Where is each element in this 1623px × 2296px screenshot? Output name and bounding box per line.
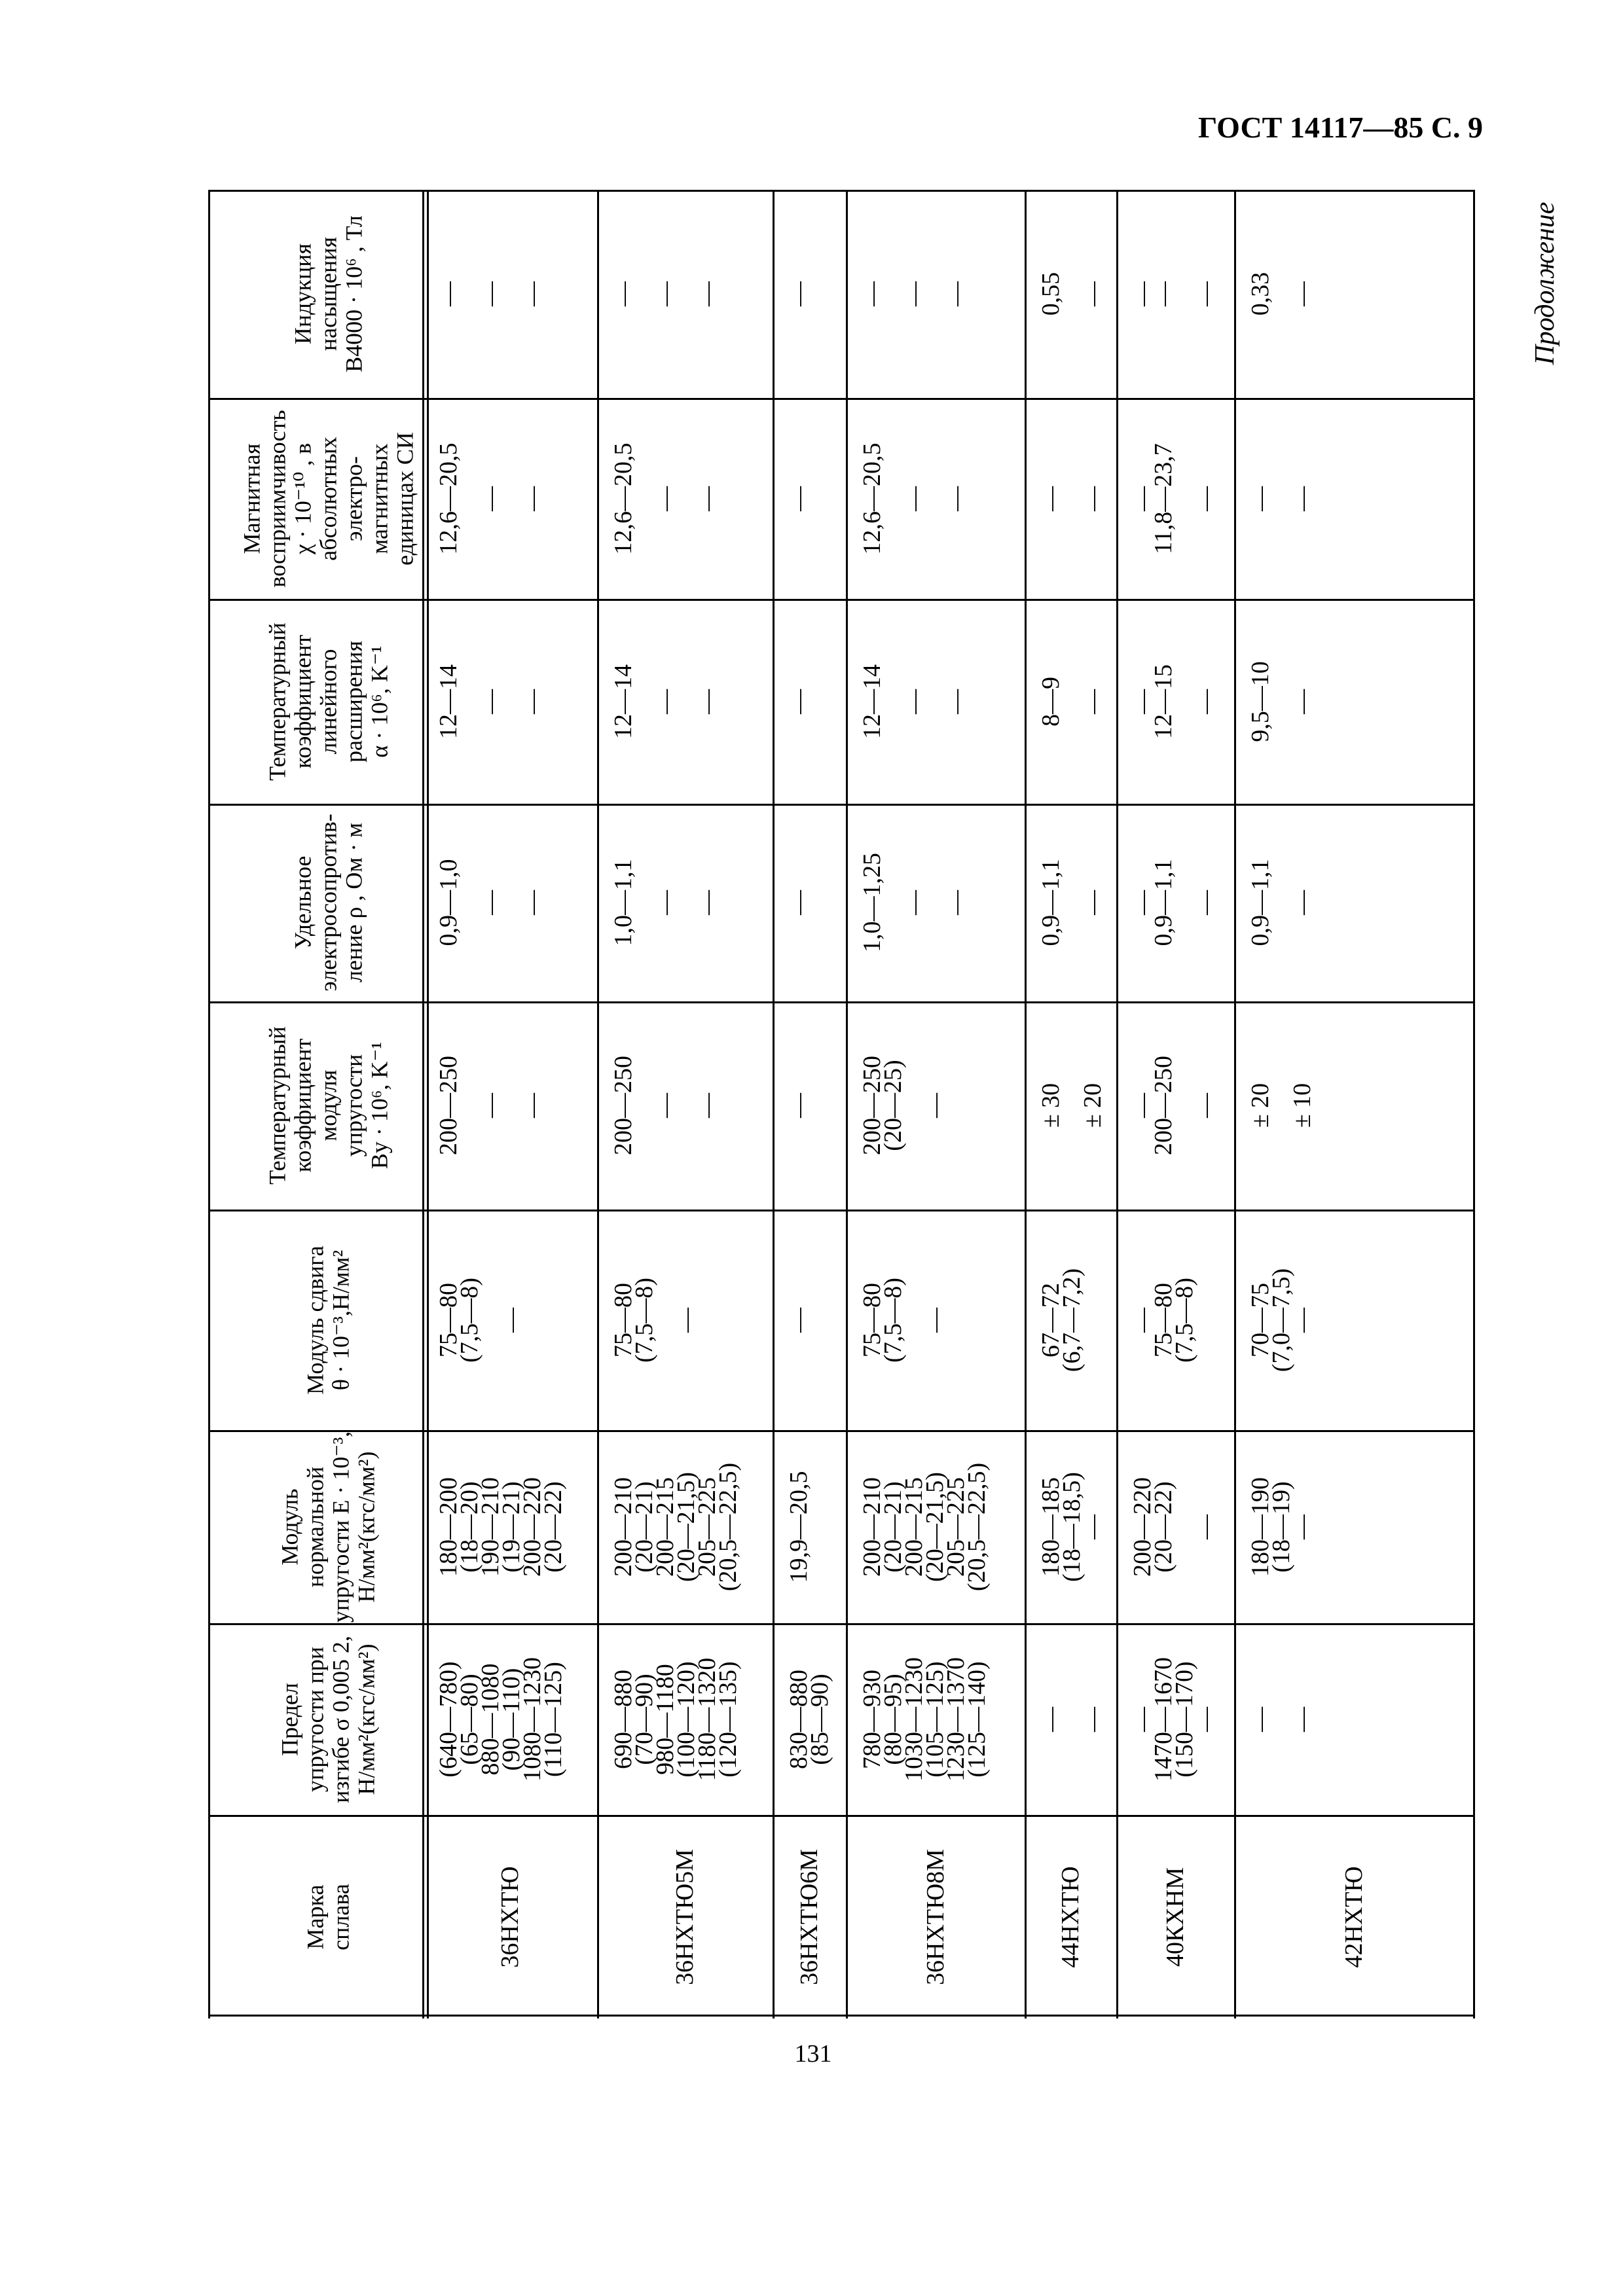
column-header-line: изгибе σ 0,005 2,: [327, 1635, 354, 1803]
table-cell-line: —: [1129, 281, 1156, 306]
table-cell-line: —: [519, 486, 546, 511]
table-cell-line: ± 20: [1247, 1083, 1274, 1128]
alloy-grade: 36НХТЮ8М: [921, 1848, 949, 1985]
table-cell-line: —: [942, 689, 970, 714]
table-cell-line: (6,7—7,2): [1058, 1268, 1085, 1372]
table-cell-line: (18—19): [1267, 1480, 1295, 1573]
table-cell-line: —: [1129, 1307, 1156, 1333]
table-cell-line: 180—190: [1247, 1477, 1274, 1577]
table-cell-line: (80—95): [879, 1673, 907, 1765]
table-cell-line: —: [693, 1093, 721, 1118]
table-cell-line: —: [785, 890, 812, 915]
table-cell-line: —: [1037, 486, 1065, 511]
properties-table: [208, 190, 1473, 2018]
table-cell-line: 200—250: [1150, 1056, 1177, 1155]
table-cell-line: —: [1150, 281, 1177, 306]
table-cell-line: —: [651, 486, 679, 511]
table-cell-line: (20—22): [1150, 1480, 1177, 1573]
table-cell-line: —: [651, 890, 679, 915]
table-cell-line: —: [785, 281, 812, 306]
page-number: 131: [794, 2040, 832, 2068]
table-cell-line: —: [693, 486, 721, 511]
table-cell-line: 690—880: [610, 1669, 637, 1769]
table-cell-line: 200—215: [900, 1477, 928, 1577]
table-cell-line: —: [942, 890, 970, 915]
continuation-label: [1519, 185, 1571, 382]
table-cell-line: —: [1129, 1706, 1156, 1732]
column-header-line: Магнитная: [238, 443, 265, 554]
table-cell-line: —: [1192, 1093, 1219, 1118]
table-cell-line: —: [477, 486, 504, 511]
column-divider: [208, 1623, 1473, 1625]
column-header-line: Удельное: [289, 855, 316, 950]
table-cell-line: —: [785, 1093, 812, 1118]
table-cell-line: —: [1288, 1706, 1316, 1732]
column-header-line: Н/мм²(кгс/мм²): [353, 1451, 380, 1602]
table-cell-line: 200—215: [651, 1477, 679, 1577]
column-header-line: абсолютных: [315, 436, 342, 561]
table-cell-line: 12—14: [858, 664, 886, 739]
table-cell-line: —: [1192, 1514, 1219, 1539]
table-cell-line: —: [519, 1093, 546, 1118]
table-cell-line: 11,8—23,7: [1150, 442, 1177, 554]
table-cell-line: (110—125): [539, 1661, 567, 1777]
table-cell-line: —: [519, 689, 546, 714]
table-cell-line: —: [1288, 890, 1316, 915]
table-cell-line: 1180—1320: [693, 1657, 721, 1781]
table-cell-line: (18—20): [456, 1480, 483, 1573]
row-divider: [773, 190, 775, 2018]
table-cell-line: —: [1129, 1093, 1156, 1118]
table-cell-line: 12—14: [435, 664, 462, 739]
column-header-line: единицах СИ: [392, 431, 418, 565]
column-header-line: упругости E · 10⁻³,: [327, 1431, 354, 1623]
table-cell-line: —: [858, 281, 886, 306]
column-header-line: Индукция: [289, 243, 316, 345]
table-cell-line: —: [435, 281, 462, 306]
table-cell-line: (7,5—8): [879, 1277, 907, 1363]
table-cell-line: —: [693, 281, 721, 306]
table-cell-line: —: [900, 281, 928, 306]
column-header-line: электро-: [340, 456, 367, 541]
table-cell-line: 205—225: [942, 1477, 970, 1577]
table-cell-line: 200—250: [858, 1056, 886, 1155]
table-cell-line: —: [921, 1093, 949, 1118]
table-cell-line: 70—75: [1247, 1282, 1274, 1357]
table-cell-line: (20—21): [630, 1480, 658, 1573]
table-cell-line: 780—930: [858, 1669, 886, 1769]
table-cell-line: —: [1192, 689, 1219, 714]
table-cell-line: (85—90): [806, 1673, 833, 1765]
table-cell-line: (20,5—22,5): [963, 1462, 991, 1591]
table-cell-line: (20—22): [539, 1480, 567, 1573]
table-cell-line: ± 20: [1079, 1083, 1106, 1128]
table-cell-line: 200—210: [858, 1477, 886, 1577]
column-header-line: упругости при: [302, 1646, 329, 1792]
table-cell-line: —: [477, 689, 504, 714]
table-cell-line: —: [942, 486, 970, 511]
table-cell-line: (7,0—7,5): [1267, 1268, 1295, 1372]
table-cell-line: —: [1129, 486, 1156, 511]
table-cell-line: —: [1288, 1307, 1316, 1333]
table-cell-line: (18—18,5): [1058, 1471, 1085, 1582]
table-cell-line: 75—80: [1150, 1282, 1177, 1357]
column-header-line: Bу · 10⁶, K⁻¹: [366, 1041, 393, 1170]
table-cell-line: (20—21,5): [672, 1471, 700, 1582]
table-cell-line: —: [1288, 281, 1316, 306]
column-divider: [208, 1430, 1473, 1432]
table-bottom-border: [208, 2015, 1473, 2017]
table-cell-line: (70—90): [630, 1673, 658, 1765]
table-cell-line: ± 10: [1288, 1083, 1316, 1128]
table-cell-line: —: [1192, 890, 1219, 915]
table-cell-line: 200—220: [519, 1477, 546, 1577]
table-cell-line: 190—210: [477, 1477, 504, 1577]
table-cell-line: 0,9—1,0: [435, 859, 462, 946]
table-cell-line: 205—225: [693, 1477, 721, 1577]
column-header-line: Температурный: [264, 622, 291, 781]
column-header-line: ление ρ , Ом · м: [340, 823, 367, 982]
table-cell-line: 12,6—20,5: [858, 442, 886, 554]
table-cell-line: —: [651, 281, 679, 306]
column-header-line: χ · 10⁻¹⁰ , в: [289, 442, 316, 554]
column-divider: [208, 1001, 1473, 1003]
column-header-line: Предел: [276, 1682, 303, 1756]
column-header-line: электросопротив-: [315, 814, 342, 992]
table-cell-line: —: [785, 689, 812, 714]
table-cell-line: 12—15: [1150, 664, 1177, 739]
table-cell-line: (125—140): [963, 1660, 991, 1778]
alloy-grade: 36НХТЮ6М: [795, 1848, 823, 1985]
table-cell-line: 19,9—20,5: [785, 1471, 812, 1583]
table-cell-line: —: [900, 890, 928, 915]
table-cell-line: 200—210: [610, 1477, 637, 1577]
table-cell-line: —: [651, 1093, 679, 1118]
table-cell-line: 0,9—1,1: [1037, 859, 1065, 946]
table-cell-line: —: [1129, 689, 1156, 714]
table-left-border: [208, 190, 210, 2018]
column-header-line: нормальной: [302, 1466, 329, 1587]
table-cell-line: —: [693, 890, 721, 915]
row-divider: [1234, 190, 1236, 2018]
table-cell-line: 1230—1370: [942, 1657, 970, 1782]
table-cell-line: —: [1079, 890, 1106, 915]
column-header-line: Температурный: [264, 1026, 291, 1185]
header-divider-double: [427, 190, 429, 2018]
column-divider: [208, 398, 1473, 400]
table-cell-line: —: [1288, 689, 1316, 714]
table-cell-line: (150—170): [1171, 1660, 1198, 1778]
table-cell-line: —: [519, 281, 546, 306]
table-cell-line: —: [1247, 486, 1274, 511]
column-divider: [208, 804, 1473, 806]
table-cell-line: —: [477, 281, 504, 306]
table-cell-line: —: [785, 1307, 812, 1333]
column-divider: [208, 1815, 1473, 1817]
table-cell-line: 1080—1230: [519, 1657, 546, 1782]
table-cell-line: 0,9—1,1: [1150, 859, 1177, 946]
row-divider: [1025, 190, 1027, 2018]
column-header-line: коэффициент: [289, 634, 316, 768]
column-header-line: коэффициент: [289, 1038, 316, 1173]
row-divider: [846, 190, 848, 2018]
alloy-grade: 36НХТЮ: [496, 1865, 524, 1968]
table-cell-line: 8—9: [1037, 676, 1065, 726]
table-cell-line: 880—1080: [477, 1663, 504, 1775]
table-cell-line: (65—80): [456, 1673, 483, 1765]
table-cell-line: 1030—1230: [900, 1657, 928, 1782]
column-header-line: модуля: [315, 1069, 342, 1141]
table-cell-line: —: [1079, 1514, 1106, 1539]
table-cell-line: 980—1180: [651, 1663, 679, 1775]
table-cell-line: 1470—1670: [1150, 1657, 1177, 1782]
table-cell-line: 200—250: [610, 1056, 637, 1155]
table-cell-line: —: [1192, 486, 1219, 511]
column-header-line: сплава: [327, 1883, 354, 1950]
table-cell-line: 75—80: [610, 1282, 637, 1357]
alloy-grade: 36НХТЮ5М: [671, 1848, 699, 1985]
table-cell-line: —: [1079, 1706, 1106, 1732]
column-header-line: магнитных: [366, 443, 393, 554]
table-cell-line: (7,5—8): [630, 1277, 658, 1363]
column-header-line: восприимчивость: [264, 409, 291, 588]
table-cell-line: —: [1037, 1706, 1065, 1732]
alloy-grade: 42НХТЮ: [1340, 1865, 1368, 1968]
column-divider: [208, 599, 1473, 601]
table-cell-line: —: [498, 1307, 525, 1333]
table-cell-line: —: [1192, 281, 1219, 306]
table-cell-line: 75—80: [435, 1282, 462, 1357]
alloy-grade: 44НХТЮ: [1057, 1865, 1084, 1968]
table-cell-line: 0,55: [1037, 272, 1065, 316]
column-divider: [208, 1210, 1473, 1211]
table-cell-line: —: [921, 1307, 949, 1333]
column-header-line: Н/мм²(кгс/мм²): [353, 1643, 380, 1795]
row-divider: [1116, 190, 1118, 2018]
table-cell-line: (20—21,5): [921, 1471, 949, 1582]
table-cell-line: 1,0—1,1: [610, 859, 637, 946]
table-cell-line: —: [477, 890, 504, 915]
column-header-line: упругости: [340, 1054, 367, 1157]
table-cell-line: —: [1288, 486, 1316, 511]
table-cell-line: 12,6—20,5: [435, 442, 462, 554]
table-cell-line: 0,33: [1247, 272, 1274, 316]
table-cell-line: —: [900, 689, 928, 714]
table-cell-line: (120—135): [714, 1660, 742, 1778]
table-cell-line: —: [672, 1307, 700, 1333]
alloy-grade: 40КХНМ: [1161, 1867, 1189, 1967]
table-cell-line: 200—220: [1129, 1477, 1156, 1577]
table-cell-line: —: [477, 1093, 504, 1118]
table-cell-line: (20—21): [879, 1480, 907, 1573]
table-cell-line: —: [651, 689, 679, 714]
table-cell-line: (20,5—22,5): [714, 1462, 742, 1591]
column-header-line: Модуль: [276, 1488, 303, 1566]
table-cell-line: (19—21): [498, 1480, 525, 1573]
table-cell-line: ± 30: [1037, 1083, 1065, 1128]
column-header-line: θ · 10⁻³,Н/мм²: [327, 1249, 354, 1390]
table-cell-line: —: [519, 890, 546, 915]
table-cell-line: (105—125): [921, 1660, 949, 1778]
table-cell-line: —: [610, 281, 637, 306]
table-cell-line: (7,5—8): [456, 1277, 483, 1363]
table-cell-line: —: [693, 689, 721, 714]
table-cell-line: —: [900, 486, 928, 511]
table-cell-line: (20—25): [879, 1060, 907, 1151]
column-header-line: B4000 · 10⁶ , Тл: [340, 215, 367, 372]
table-cell-line: 12,6—20,5: [610, 442, 637, 554]
table-cell-line: 180—185: [1037, 1477, 1065, 1577]
column-header-line: α · 10⁶, K⁻¹: [366, 645, 393, 758]
column-header-line: Модуль сдвига: [302, 1245, 329, 1395]
column-header-line: расширения: [340, 640, 367, 762]
document-header: ГОСТ 14117—85 С. 9: [1198, 111, 1484, 144]
column-header-line: линейного: [315, 649, 342, 754]
row-divider: [1473, 190, 1475, 2018]
column-header-line: Марка: [302, 1884, 329, 1949]
table-cell-line: 830—880: [785, 1669, 812, 1769]
continuation-text: Продолжение: [1530, 202, 1560, 365]
table-cell-line: —: [1079, 486, 1106, 511]
table-cell-line: 200—250: [435, 1056, 462, 1155]
table-cell-line: (640—780): [435, 1660, 462, 1778]
table-cell-line: 67—72: [1037, 1282, 1065, 1357]
table-cell-line: —: [1247, 1706, 1274, 1732]
table-cell-line: 75—80: [858, 1282, 886, 1357]
table-cell-line: (7,5—8): [1171, 1277, 1198, 1363]
table-cell-line: 12—14: [610, 664, 637, 739]
table-cell-line: —: [1288, 1514, 1316, 1539]
table-top-border: [208, 190, 1473, 192]
column-header-line: насыщения: [315, 236, 342, 351]
table-cell-line: —: [1129, 890, 1156, 915]
row-divider: [597, 190, 599, 2018]
table-cell-line: 1,0—1,25: [858, 853, 886, 952]
table-cell-line: 0,9—1,1: [1247, 859, 1274, 946]
table-cell-line: —: [1079, 689, 1106, 714]
table-cell-line: (100—120): [672, 1660, 700, 1778]
table-cell-line: —: [785, 486, 812, 511]
table-cell-line: 9,5—10: [1247, 660, 1274, 742]
table-cell-line: —: [942, 281, 970, 306]
table-cell-line: —: [1079, 281, 1106, 306]
table-cell-line: (90—110): [498, 1668, 525, 1770]
table-cell-line: —: [1192, 1706, 1219, 1732]
header-divider: [422, 190, 424, 2018]
table-cell-line: 180—200: [435, 1477, 462, 1577]
